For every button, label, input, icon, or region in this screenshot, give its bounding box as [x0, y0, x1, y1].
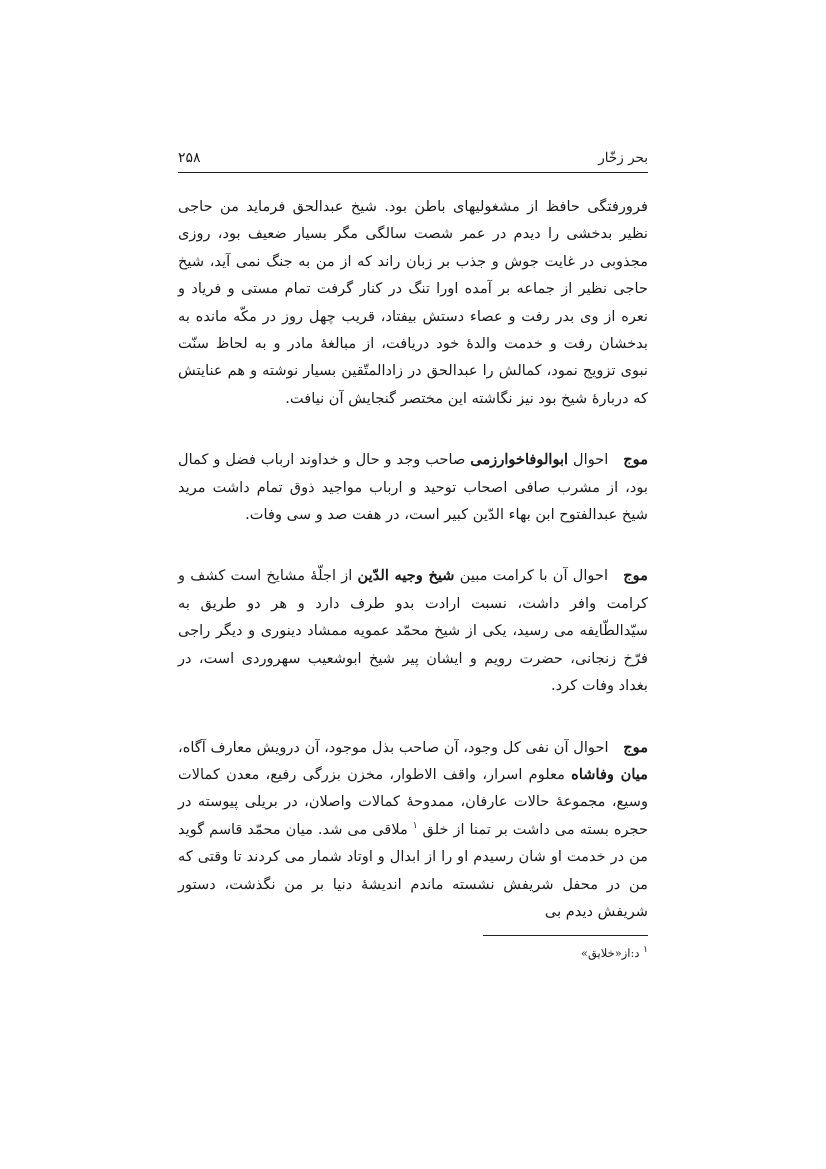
paragraph-2 — [178, 446, 648, 528]
section-marker: موج — [623, 738, 649, 756]
section-marker: موج — [623, 451, 649, 469]
person-name: ابوالوفاخوارزمی — [470, 451, 569, 469]
footnote — [178, 944, 648, 962]
running-title: بحر زخّار — [598, 150, 648, 166]
paragraph-text-after: از اجلّۀ مشایخ است کشف و کرامت وافر داشت، نسبت ارادت بدو طرف دارد و هر دو طریق به سیّدالطّایفه می رسید، یکی از شیخ محمّد عمویه ممشاد دینوری و دیگر راجی فرّخ زنجانی، حضرت رویم و ایشان پیر شیخ ابوشعیب سهروردی است، در بغداد وفات کرد. — [178, 567, 648, 695]
person-name: میان وفاشاه — [571, 765, 648, 783]
footnote-text: د:از«خلایق» — [580, 946, 640, 961]
paragraph-text-before: احوال آن نفی کل وجود، آن صاحب بذل موجود، آن درویش معارف آگاه، — [178, 738, 609, 756]
person-name: شیخ وجیه الدّین — [357, 567, 455, 585]
document-page — [178, 148, 648, 962]
footnote-number: ۱ — [643, 945, 648, 956]
page-number: ۲۵۸ — [178, 150, 201, 166]
paragraph-1 — [178, 193, 648, 412]
paragraph-3 — [178, 562, 648, 699]
footnote-reference: ۱ — [412, 820, 418, 831]
footnote-rule — [483, 935, 648, 936]
page-header — [178, 148, 648, 172]
paragraph-text-after-footnote: ملاقی می شد. میان محمّد قاسم گوید من در خدمت او شان رسیدم او را از ابدال و اوتاد شمار می کردند تا وقتی که من در محفل شریفش نشسته ماندم اندیشۀ دنیا بر من نگذشت، دستور شریفش دیدم بی — [178, 820, 648, 920]
paragraph-text: فرورفتگی حافظ از مشغولیهای باطن بود. شیخ عبدالحق فرماید من حاجی نظیر بدخشی را دیدم در عمر شصت سالگی مگر بسیار ضعیف بود، روزی مجذوبی در غایت جوش و جذب بر زبان راند که از من به جنگ نمی آید، شیخ حاجی نظیر از جماعه بر آمده اورا تنگ در کنار گرفت تمام مستی و فریاد و نعره از وی بدر رفت و عصاء دستش بیفتاد، قریب چهل روز در مکّه مانده به بدخشان رفت و خدمت والدۀ خود دریافت، از مبالغۀ مادر و به لحاظ سنّت نبوی تزویج نمود، کمالش را عبدالحق در زادالمتّقین بسیار نوشته و هم عنایتش که دربارۀ شیخ بود نیز نگاشته این مختصر گنجایش آن نیافت. — [178, 198, 648, 407]
paragraph-4 — [178, 734, 648, 926]
paragraph-text-before: احوال — [573, 451, 609, 469]
paragraph-text-after: معلوم اسرار، واقف الاطوار، مخزن بزرگی رفیع، معدن کمالات وسیع، مجموعۀ حالات عارفان، ممدوحۀ کمالات واصلان، در بریلی پیوسته در حجره بسته می داشت بر تمنا از خلق — [178, 765, 648, 838]
section-marker: موج — [623, 567, 648, 585]
paragraph-text-before: احوال آن با کرامت مبین — [459, 567, 609, 585]
paragraph-text-after: صاحب وجد و حال و خداوند ارباب فضل و کمال بود، از مشرب صافی اصحاب توحید و ارباب مواجید ذوق تمام داشت مرید شیخ عبدالفتوح ابن بهاء الدّین کبیر است، در هفت صد و سی وفات. — [178, 451, 648, 524]
header-rule — [178, 172, 648, 173]
